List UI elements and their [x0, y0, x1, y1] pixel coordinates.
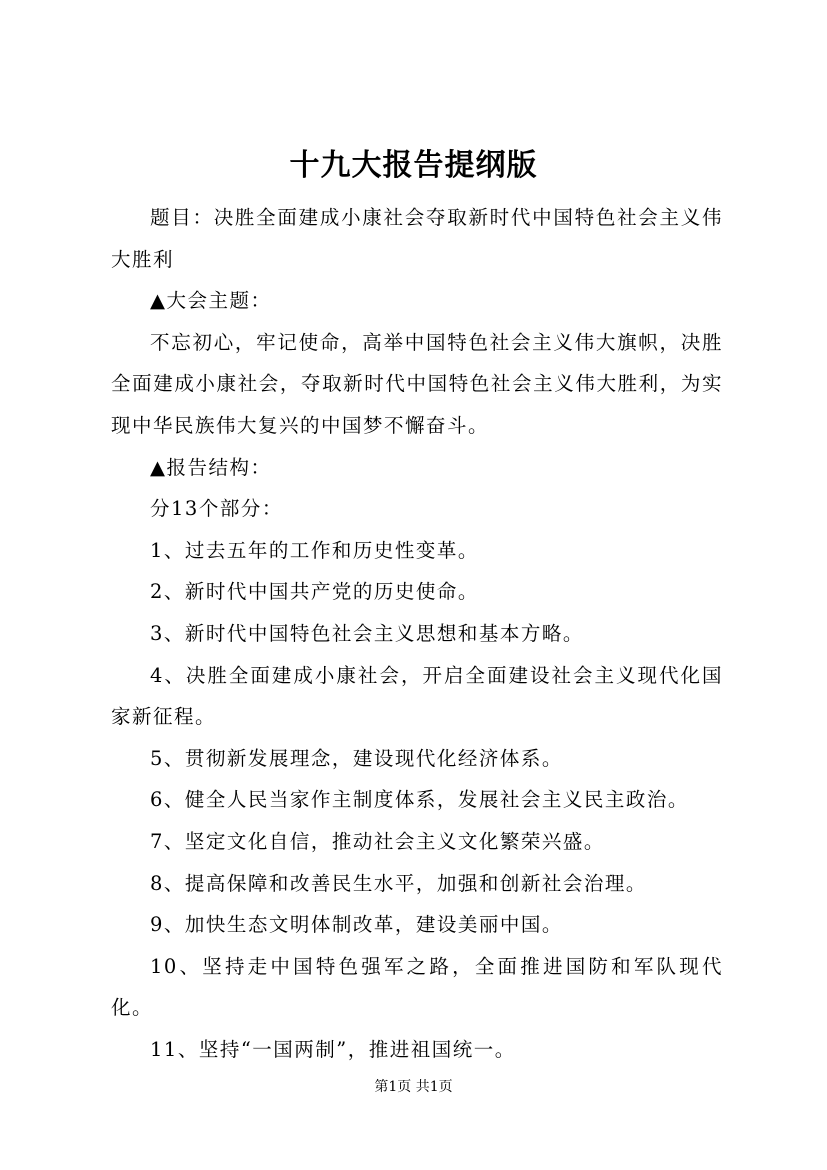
list-item-6: 6、健全人民当家作主制度体系，发展社会主义民主政治。: [150, 788, 689, 812]
page-footer: 第1页 共1页: [374, 1079, 453, 1095]
paragraph-parts-count: 分13个部分：: [150, 497, 283, 521]
paragraph-theme-heading: ▲大会主题：: [150, 289, 272, 313]
list-item-8: 8、提高保障和改善民生水平，加强和创新社会治理。: [150, 871, 647, 895]
document-body: [111, 197, 723, 1070]
list-item-5: 5、贯彻新发展理念，建设现代化经济体系。: [150, 746, 563, 770]
paragraph-theme: 不忘初心，牢记使命，高举中国特色社会主义伟大旗帜，决胜全面建成小康社会，夺取新时代中国特色社会主义伟大胜利，为实现中华民族伟大复兴的中国梦不懈奋斗。: [111, 330, 723, 437]
paragraph-topic: 题目：决胜全面建成小康社会夺取新时代中国特色社会主义伟大胜利: [111, 206, 723, 271]
list-item-10: 10、坚持走中国特色强军之路，全面推进国防和军队现代化。: [111, 954, 723, 1020]
paragraph-structure-heading: ▲报告结构：: [150, 455, 272, 479]
document-title: 十九大报告提纲版: [289, 148, 538, 183]
list-item-3: 3、新时代中国特色社会主义思想和基本方略。: [150, 621, 584, 645]
list-item-7: 7、坚定文化自信，推动社会主义文化繁荣兴盛。: [150, 829, 605, 853]
list-item-9: 9、加快生态文明体制改革，建设美丽中国。: [150, 913, 563, 937]
list-item-4: 4、决胜全面建成小康社会，开启全面建设社会主义现代化国家新征程。: [111, 663, 723, 729]
list-item-2: 2、新时代中国共产党的历史使命。: [150, 580, 479, 604]
list-item-11: 11、坚持“一国两制”，推进祖国统一。: [150, 1037, 516, 1061]
list-item-1: 1、过去五年的工作和历史性变革。: [150, 538, 479, 562]
